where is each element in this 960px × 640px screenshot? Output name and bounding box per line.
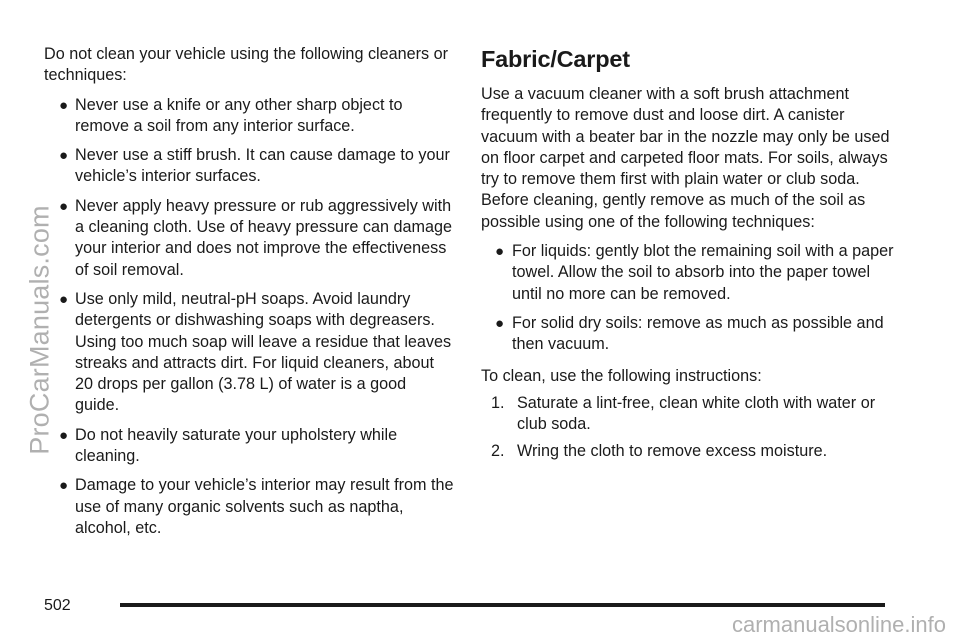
footer-rule — [120, 603, 885, 607]
steps-list — [481, 393, 901, 463]
bullet-dot-icon: ● — [495, 314, 505, 332]
bullet-dot-icon: ● — [59, 147, 69, 165]
bullet-dot-icon: ● — [495, 243, 505, 261]
instructions-intro: To clean, use the following instructions: — [481, 366, 762, 385]
bullet-dot-icon: ● — [59, 426, 69, 444]
section-heading: Fabric/Carpet — [481, 46, 630, 72]
left-bullet-list — [44, 95, 454, 540]
bullet-item: ● Do not heavily saturate your upholstery while cleaning. — [59, 425, 398, 466]
watermark-bottom: carmanualsonline.info — [731, 612, 946, 637]
step-item — [481, 393, 901, 436]
step-item — [481, 441, 901, 462]
step-text: Wring the cloth to remove excess moisture. — [517, 442, 828, 461]
bullet-dot-icon: ● — [59, 96, 69, 114]
bullet-dot-icon: ● — [59, 290, 69, 308]
right-bullet-list — [481, 241, 901, 355]
right-intro: Use a vacuum cleaner with a soft brush attachment frequently to remove dust and loose dirt. A canister vacuum with a beater bar in the nozzle may only be used on floor carpet and carpeted floor mats. For soils, always try to remove them first with plain water or club soda. Before cleaning, gently remove as much of the soil as possible using one of the following techniques: — [481, 85, 890, 231]
watermark-side: ProCarManuals.com — [24, 205, 55, 455]
left-intro: Do not clean your vehicle using the following cleaners or techniques: — [44, 45, 449, 85]
right-column — [481, 44, 901, 463]
bullet-item: ● Use only mild, neutral-pH soaps. Avoid laundry detergents or dishwashing soaps with degreasers. Using too much soap will leave a residue that leaves streaks and attracts dirt. For liquid cleaners, about 20 drops per gallon (3.78 L) of water is a good guide. — [59, 289, 452, 415]
left-column — [44, 44, 454, 539]
page-number: 502 — [44, 597, 71, 614]
step-number: 1. — [491, 393, 505, 412]
step-text: Saturate a lint-free, clean white cloth with water or club soda. — [517, 393, 876, 434]
bullet-item: ● For solid dry soils: remove as much as possible and then vacuum. — [495, 313, 884, 354]
bullet-item: ● Never use a stiff brush. It can cause damage to your vehicle’s interior surfaces. — [59, 146, 450, 186]
bullet-item: ● For liquids: gently blot the remaining soil with a paper towel. Allow the soil to absorb into the paper towel until no more can be removed. — [495, 242, 894, 303]
bullet-item: ● Never apply heavy pressure or rub aggressively with a cleaning cloth. Use of heavy pressure can damage your interior and does not improve the effectiveness of soil removal. — [59, 196, 453, 279]
step-number: 2. — [491, 442, 505, 461]
bullet-dot-icon: ● — [59, 197, 69, 215]
bullet-dot-icon: ● — [59, 477, 69, 495]
bullet-item: ● Never use a knife or any other sharp object to remove a soil from any interior surface. — [59, 95, 403, 135]
bullet-item: ● Damage to your vehicle’s interior may result from the use of many organic solvents such as naptha, alcohol, etc. — [59, 476, 454, 537]
